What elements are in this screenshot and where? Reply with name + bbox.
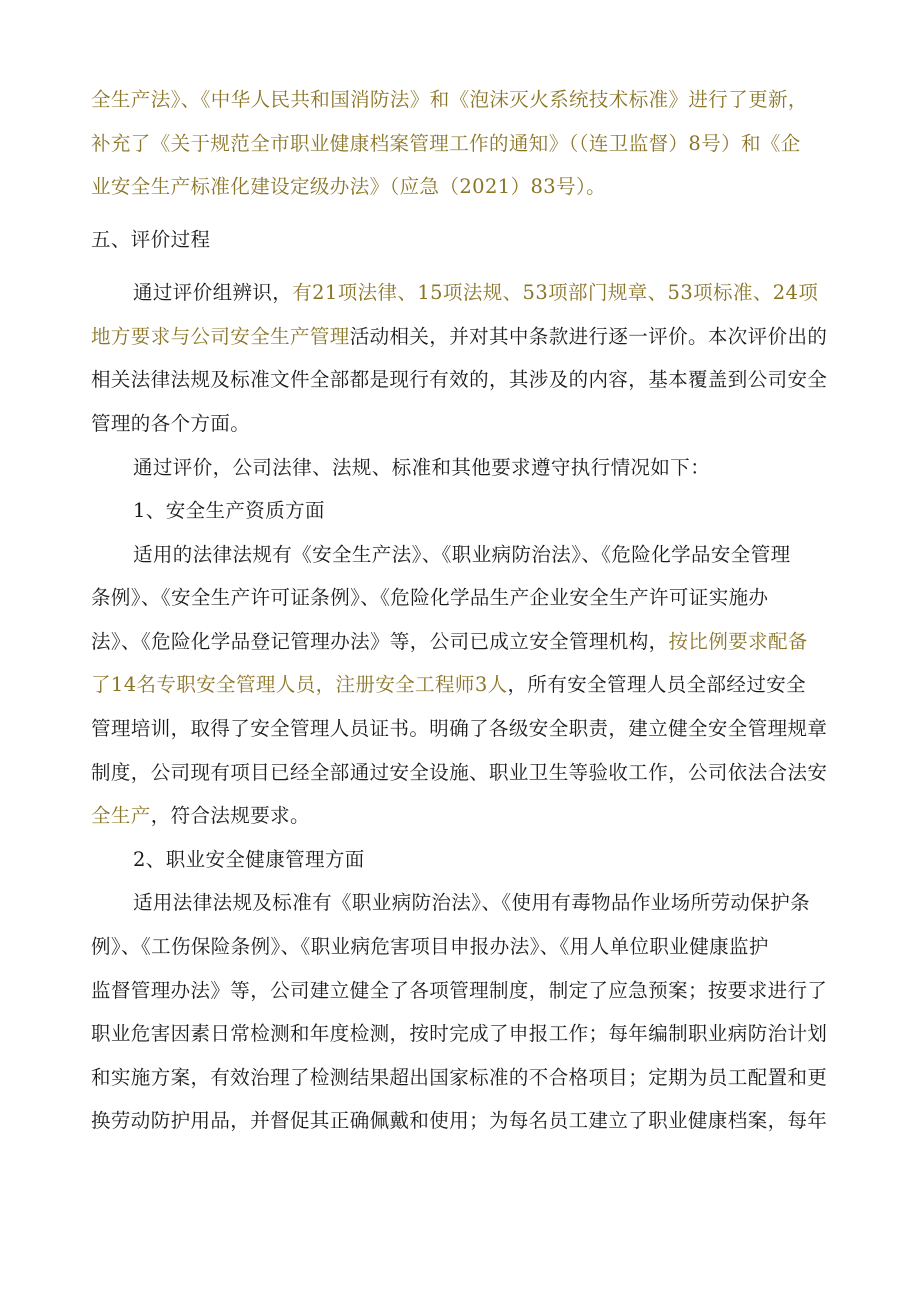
text-line: [91, 671, 836, 699]
body-text: 通过评价组辨识，: [133, 281, 293, 304]
text-line: [91, 759, 836, 787]
subsection-heading-health: 2、职业安全健康管理方面: [133, 848, 365, 871]
highlighted-text: 有21项法律、15项法规、53项部门规章、53项标准、24项: [292, 281, 819, 304]
highlighted-text: 全生产: [91, 804, 151, 827]
text-line: [91, 1107, 836, 1135]
body-text: 活动相关，并对其中条款进行逐一评价。本次评价出的: [349, 325, 828, 348]
text-line: [133, 279, 836, 307]
body-text: 适用法律法规及标准有《职业病防治法》、《使用有毒物品作业场所劳动保护条: [133, 891, 811, 914]
text-line: [91, 1020, 836, 1048]
text-line: [133, 541, 836, 569]
text-line: [91, 977, 836, 1005]
text-line: [91, 933, 836, 961]
text-line: [91, 130, 836, 158]
body-text: 监督管理办法》等，公司建立健全了各项管理制度，制定了应急预案；按要求进行了: [91, 979, 828, 1002]
text-line: [91, 86, 836, 114]
subsection-heading-qualification: 1、安全生产资质方面: [133, 499, 325, 522]
text-line: [133, 889, 836, 917]
text-line: [91, 1064, 836, 1092]
text-line: [91, 584, 836, 612]
text-line: [91, 628, 836, 656]
text-line: [91, 323, 836, 351]
body-text: 管理的各个方面。: [91, 412, 251, 435]
body-text: 职业危害因素日常检测和年度检测，按时完成了申报工作；每年编制职业病防治计划: [91, 1022, 828, 1045]
highlighted-text: 全生产法》、《中华人民共和国消防法》和《泡沫灭火系统技术标准》进行了更新，: [91, 88, 808, 111]
body-text: 条例》、《安全生产许可证条例》、《危险化学品生产企业安全生产许可证实施办: [91, 586, 769, 609]
highlighted-text: 了14名专职安全管理人员，注册安全工程师3人: [91, 673, 508, 696]
highlighted-text: 业安全生产标准化建设定级办法》（应急（2021）83号）。: [91, 175, 607, 198]
text-line: [91, 715, 836, 743]
body-text: 例》、《工伤保险条例》、《职业病危害项目申报办法》、《用人单位职业健康监护: [91, 935, 769, 958]
text-line: [91, 802, 836, 830]
highlighted-text: 补充了《关于规范全市职业健康档案管理工作的通知》（（连卫监督）8号）和《企: [91, 132, 801, 155]
highlighted-text: 地方要求与公司安全生产管理: [91, 325, 350, 348]
section-heading: 五、评价过程: [91, 228, 211, 251]
text-line: [91, 173, 836, 201]
paragraph-summary: 通过评价，公司法律、法规、标准和其他要求遵守执行情况如下：: [133, 456, 711, 479]
body-text: 适用的法律法规有《安全生产法》、《职业病防治法》、《危险化学品安全管理: [133, 543, 791, 566]
highlighted-text: 按比例要求配备: [668, 630, 808, 653]
body-text: 和实施方案，有效治理了检测结果超出国家标准的不合格项目；定期为员工配置和更: [91, 1066, 828, 1089]
body-text: 管理培训，取得了安全管理人员证书。明确了各级安全职责，建立健全安全管理规章: [91, 717, 828, 740]
text-line: [91, 366, 836, 394]
body-text: 换劳动防护用品，并督促其正确佩戴和使用；为每名员工建立了职业健康档案，每年: [91, 1109, 828, 1132]
body-text: 制度，公司现有项目已经全部通过安全设施、职业卫生等验收工作，公司依法合法安: [91, 761, 828, 784]
body-text: ，所有安全管理人员全部经过安全: [507, 673, 807, 696]
text-line: [91, 410, 836, 438]
body-text: ，符合法规要求。: [150, 804, 310, 827]
body-text: 法》、《危险化学品登记管理办法》等，公司已成立安全管理机构，: [91, 630, 669, 653]
body-text: 相关法律法规及标准文件全部都是现行有效的，其涉及的内容，基本覆盖到公司安全: [91, 368, 828, 391]
